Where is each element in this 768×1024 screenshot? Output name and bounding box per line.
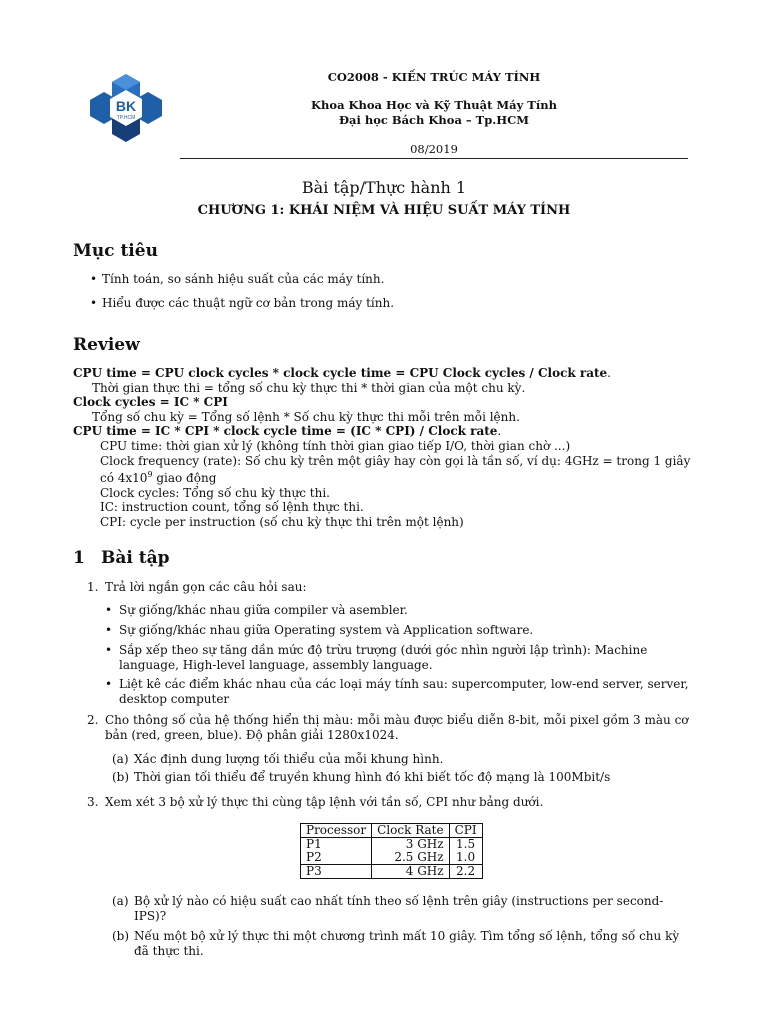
- table-cell: 1.0: [449, 851, 482, 865]
- svg-text:BK: BK: [115, 98, 137, 114]
- document-title: Bài tập/Thực hành 1: [301, 178, 467, 197]
- list-item: • Sự giống/khác nhau giữa Operating system và Application software.: [119, 623, 697, 638]
- review-block: [73, 366, 698, 530]
- question-2: 2. Cho thông số của hệ thống hiển thị màu: mỗi màu được biểu diễn 8-bit, mỗi pixel gồm 3 màu cơ bản (red, green, blue). Độ phân giải 1280x1024.: [87, 713, 689, 742]
- objectives-list: [90, 272, 690, 320]
- chapter-title: CHƯƠNG 1: KHÁI NIỆM VÀ HIỆU SUẤT MÁY TÍNH: [197, 203, 571, 218]
- table-cell: P2: [301, 851, 372, 865]
- list-item: • Liệt kê các điểm khác nhau của các loại máy tính sau: supercomputer, low-end server, server, desktop computer: [119, 677, 697, 706]
- table-header: Processor: [301, 824, 372, 838]
- table-cell: P3: [301, 865, 372, 879]
- formula-description: Tổng số chu kỳ = Tổng số lệnh * Số chu kỳ thực thi mỗi trên mỗi lệnh.: [92, 409, 520, 424]
- table-cell: 2.5 GHz: [372, 851, 449, 865]
- question-1: 1. Trả lời ngắn gọn các câu hỏi sau:: [87, 580, 307, 594]
- definition-clock-cycles: Clock cycles: Tổng số chu kỳ thực thi.: [100, 485, 330, 500]
- table-row: [301, 865, 483, 879]
- table-cell: 1.5: [449, 838, 482, 852]
- course-title: CO2008 - KIẾN TRÚC MÁY TÍNH: [327, 70, 541, 84]
- list-item: • Sự giống/khác nhau giữa compiler và asembler.: [119, 603, 697, 618]
- table-row: [301, 838, 483, 852]
- definition-clock-frequency: Clock frequency (rate): Số chu kỳ trên một giây hay còn gọi là tần số, ví dụ: 4GHz = trong 1 giây có $4x10^9$ giao động: [100, 453, 691, 486]
- table-header: CPI: [449, 824, 482, 838]
- question-2b: (b) Thời gian tối thiểu để truyền khung hình đó khi biết tốc độ mạng là 100Mbit/s: [112, 770, 611, 784]
- table-header-row: [301, 824, 483, 838]
- header-divider: [180, 158, 688, 159]
- table-cell: 3 GHz: [372, 838, 449, 852]
- formula-description: Thời gian thực thi = tổng số chu kỳ thực thi * thời gian của một chu kỳ.: [92, 380, 526, 395]
- objectives-heading: Mục tiêu: [73, 241, 158, 261]
- document-date: 08/2019: [410, 142, 458, 156]
- bk-university-logo: [88, 74, 164, 142]
- exercises-heading: 1 Bài tập: [73, 548, 170, 568]
- question-2a: (a) Xác định dung lượng tối thiểu của mỗi khung hình.: [112, 752, 444, 766]
- review-heading: Review: [73, 335, 140, 355]
- question-3a: (a) Bộ xử lý nào có hiệu suất cao nhất tính theo số lệnh trên giây (instructions per second- IPS)?: [112, 894, 664, 923]
- formula-cpu-time: CPU time = CPU clock cycles * clock cycle time = CPU Clock cycles / Clock rate.: [73, 366, 611, 380]
- formula-cpu-time-ic: CPU time = IC * CPI * clock cycle time = (IC * CPI) / Clock rate.: [73, 424, 502, 439]
- university-name: Đại học Bách Khoa – Tp.HCM: [338, 113, 530, 127]
- processor-table: [300, 823, 483, 879]
- question-3: 3. Xem xét 3 bộ xử lý thực thi cùng tập lệnh với tần số, CPI như bảng dưới.: [87, 795, 544, 809]
- faculty-name: Khoa Khoa Học và Kỹ Thuật Máy Tính: [311, 98, 557, 112]
- table-header: Clock Rate: [372, 824, 449, 838]
- svg-text:TP.HCM: TP.HCM: [116, 115, 136, 121]
- formula-clock-cycles: Clock cycles = IC * CPI: [73, 395, 228, 410]
- list-item: • Sắp xếp theo sự tăng dần mức độ trừu trượng (dưới góc nhìn người lập trình): Machine language, High-level language, assembly language.: [119, 643, 697, 672]
- list-item: • Tính toán, so sánh hiệu suất của các máy tính.: [90, 272, 690, 286]
- list-item: • Hiểu được các thuật ngữ cơ bản trong máy tính.: [90, 296, 690, 310]
- faculty-block: [180, 98, 688, 128]
- question-3b: (b) Nếu một bộ xử lý thực thi một chương trình mất 10 giây. Tìm tổng số lệnh, tổng số chu kỳ đã thực thi.: [112, 929, 680, 958]
- table-cell: 4 GHz: [372, 865, 449, 879]
- table-cell: 2.2: [449, 865, 482, 879]
- table-cell: P1: [301, 838, 372, 852]
- definition-cpu-time: CPU time: thời gian xử lý (không tính thời gian giao tiếp I/O, thời gian chờ ...): [100, 438, 571, 453]
- definition-ic: IC: instruction count, tổng số lệnh thực thi.: [100, 500, 364, 515]
- table-row: [301, 851, 483, 865]
- definition-cpi: CPI: cycle per instruction (số chu kỳ thực thi trên một lệnh): [100, 514, 464, 529]
